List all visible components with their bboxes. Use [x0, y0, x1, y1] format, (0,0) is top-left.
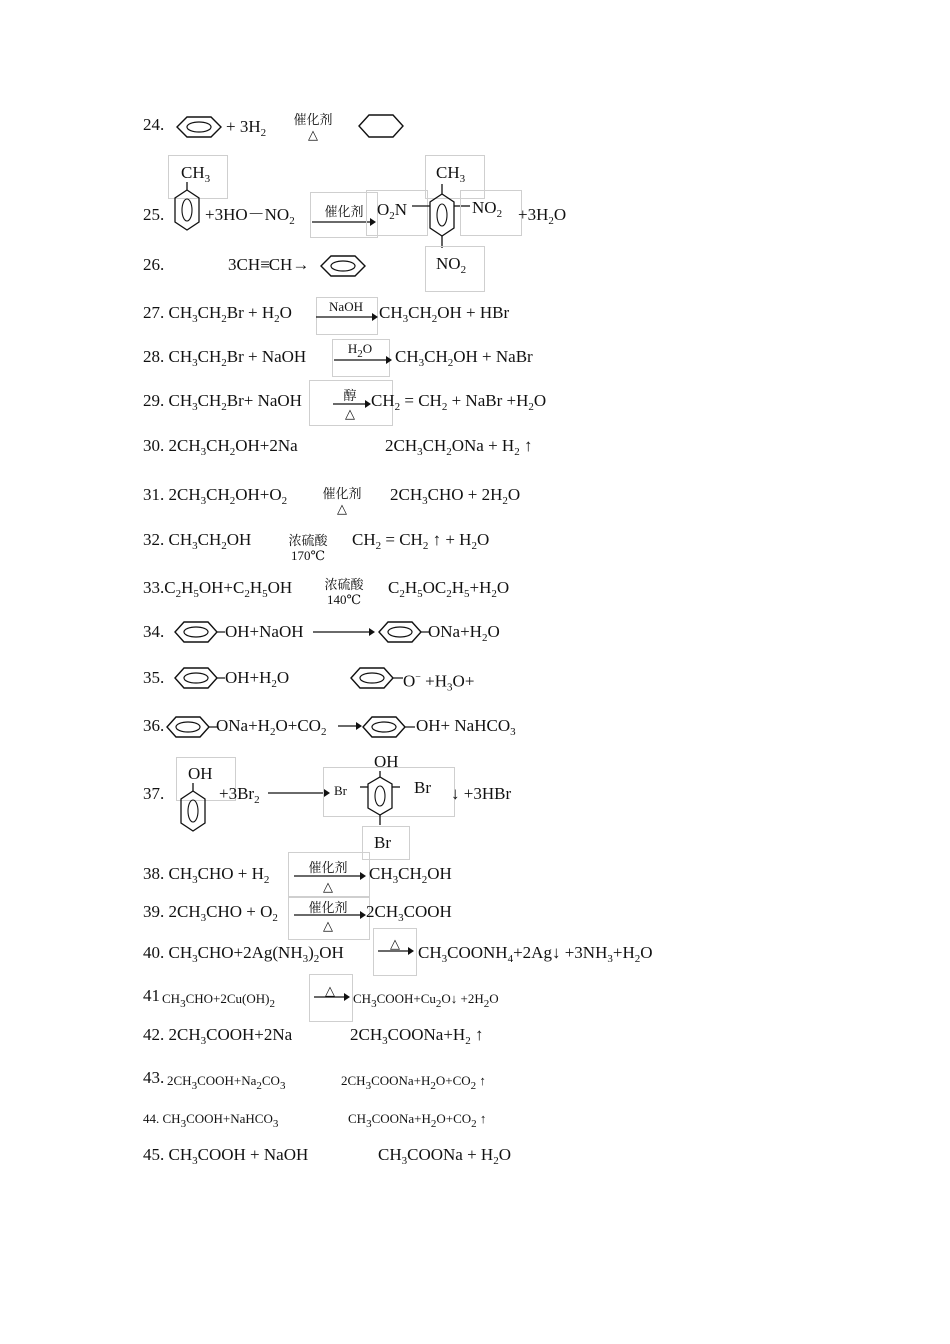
reaction-32: 32. $CH_3CH_2OH$	[143, 530, 252, 552]
reaction-34: 34.	[143, 622, 165, 641]
reaction-24: 24.	[143, 115, 165, 134]
reaction-arrow-icon	[316, 313, 378, 321]
reaction-28: 28. $CH_3CH_2Br$ + NaOH	[143, 347, 307, 369]
tribromophenol-ring-icon	[356, 771, 404, 827]
reaction-arrow-icon	[338, 722, 362, 730]
phenol-ring-icon	[177, 783, 207, 839]
benzene-ring-icon	[320, 255, 366, 277]
reaction-39: 39. $2CH_3CHO + O_2$	[143, 902, 278, 924]
reaction-arrow-icon	[334, 356, 392, 364]
cyclohexane-icon	[358, 114, 404, 138]
reaction-37: 37.	[143, 784, 165, 803]
reaction-43: 43.	[143, 1068, 165, 1087]
reaction-30: 30. $2CH_3CH_2OH+2Na$	[143, 436, 298, 458]
reaction-38: 38. $CH_3CHO + H_2$	[143, 864, 270, 886]
phenyl-ring-icon	[362, 716, 416, 738]
reaction-arrow-icon	[314, 993, 350, 1001]
reaction-arrow-icon	[268, 789, 330, 797]
reaction-arrow-icon	[378, 947, 414, 955]
reaction-31: 31. $2CH_3CH_2OH+O_2$	[143, 485, 288, 507]
reaction-27: 27. $CH_3CH_2Br + H_2O$	[143, 303, 292, 325]
reaction-41: 41	[143, 986, 160, 1005]
reaction-26: 26.	[143, 255, 165, 274]
benzene-ring-icon	[176, 116, 222, 138]
reaction-arrow-icon	[313, 628, 375, 636]
reaction-25: 25.	[143, 205, 165, 224]
reaction-29: 29. $CH_3CH_2Br+$ NaOH	[143, 391, 302, 413]
phenyl-ring-icon	[174, 667, 226, 689]
reaction-33: $33.C_2H_5OH+C_2H_5OH$	[143, 578, 293, 600]
reaction-44: 44. $CH_3COOH+NaHCO_3$	[143, 1111, 279, 1130]
phenyl-ring-icon	[174, 621, 226, 643]
reaction-42: 42. $2CH_3COOH+2Na$	[143, 1025, 293, 1047]
reaction-35: 35.	[143, 668, 165, 687]
phenoxide-ring-icon	[350, 667, 404, 689]
phenyl-ring-icon	[166, 716, 218, 738]
reaction-45: 45. $CH_3COOH$ + NaOH	[143, 1145, 309, 1167]
reaction-36: 36.	[143, 716, 165, 735]
reaction-40: 40. $CH_3CHO+2Ag(NH_3)_2OH$	[143, 943, 344, 965]
toluene-ring-icon	[171, 182, 201, 238]
phenyl-ring-icon	[378, 621, 430, 643]
